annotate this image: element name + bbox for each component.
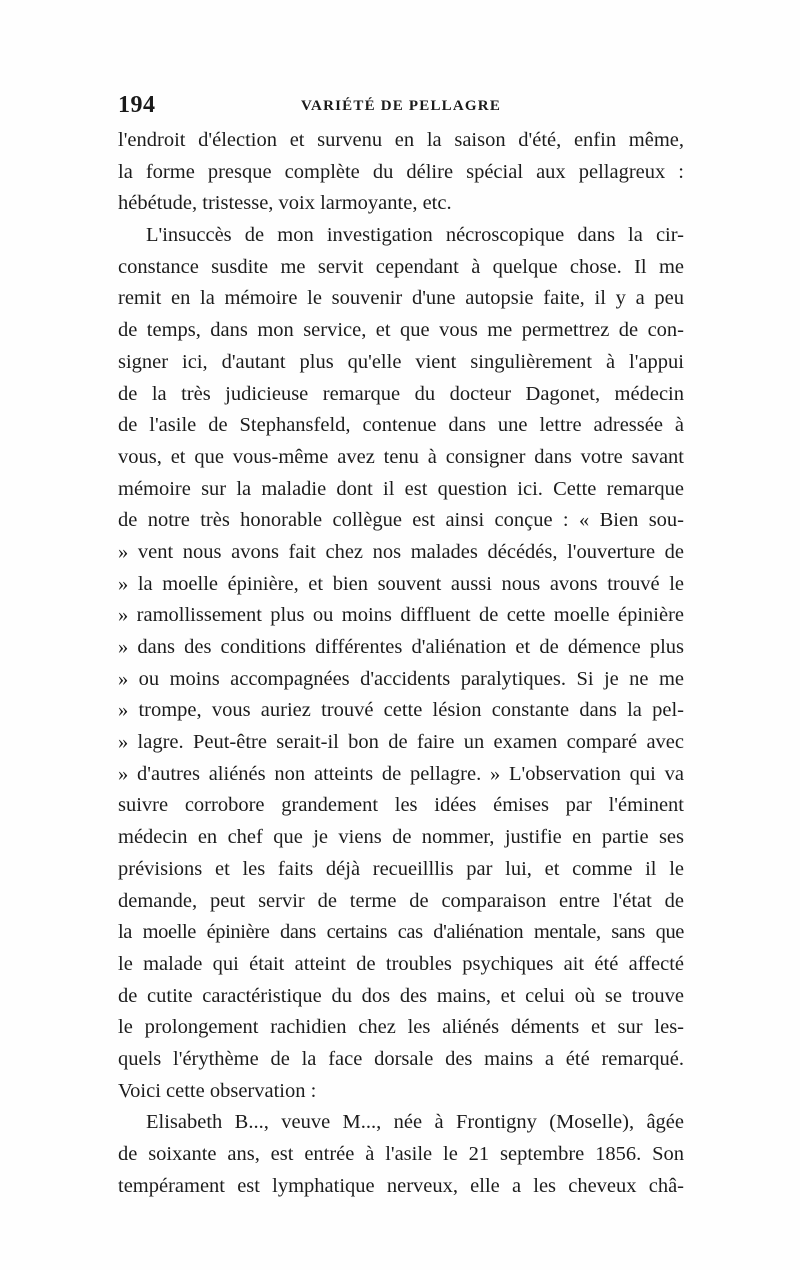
- page-number: 194: [118, 92, 156, 118]
- text-line: la moelle épinière dans certains cas d'aliénation mentale, sans que: [118, 921, 684, 944]
- running-title: VARIÉTÉ DE PELLAGRE: [300, 98, 502, 114]
- text-line: » ramollissement plus ou moins diffluent de cette moelle épinière: [118, 604, 684, 627]
- text-line: » dans des conditions différentes d'aliénation et de démence plus: [118, 636, 684, 658]
- text-line: le prolongement rachidien chez les aliénés déments et sur les-: [118, 1016, 684, 1039]
- text-line: le malade qui était atteint de troubles psychiques ait été affecté: [118, 952, 684, 975]
- text-line: Voici cette observation :: [118, 1079, 317, 1102]
- text-line: » vent nous avons fait chez nos malades décédés, l'ouverture de: [118, 540, 684, 563]
- text-line: de soixante ans, est entrée à l'asile le 21 septembre 1856. Son: [118, 1143, 684, 1165]
- text-line: signer ici, d'autant plus qu'elle vient singulièrement à l'appui: [118, 350, 684, 373]
- text-line: » trompe, vous auriez trouvé cette lésion constante dans la pel-: [118, 699, 684, 722]
- text-line: vous, et que vous-même avez tenu à consigner dans votre savant: [118, 445, 684, 468]
- text-line: » lagre. Peut-être serait-il bon de faire un examen comparé avec: [118, 731, 684, 754]
- text-line: la forme presque complète du délire spécial aux pellagreux :: [118, 160, 684, 183]
- text-line: » ou moins accompagnées d'accidents paralytiques. Si je ne me: [118, 667, 684, 690]
- text-line: suivre corrobore grandement les idées émises par l'éminent: [118, 794, 684, 817]
- text-line: » la moelle épinière, et bien souvent aussi nous avons trouvé le: [118, 572, 684, 595]
- text-line: remit en la mémoire le souvenir d'une autopsie faite, il y a peu: [118, 287, 684, 310]
- text-line: hébétude, tristesse, voix larmoyante, etc.: [118, 192, 452, 215]
- text-line: demande, peut servir de terme de comparaison entre l'état de: [118, 889, 684, 912]
- text-line: de cutite caractéristique du dos des mains, et celui où se trouve: [118, 984, 684, 1007]
- body-text: [118, 125, 684, 1202]
- text-line: de l'asile de Stephansfeld, contenue dans une lettre adressée à: [118, 414, 684, 437]
- page-header: [118, 92, 684, 122]
- text-line: tempérament est lymphatique nerveux, elle a les cheveux châ-: [118, 1174, 684, 1197]
- text-line: de notre très honorable collègue est ainsi conçue : « Bien sou-: [118, 509, 684, 532]
- text-line: médecin en chef que je viens de nommer, justifie en partie ses: [118, 826, 684, 849]
- text-line: prévisions et les faits déjà recueilllis par lui, et comme il le: [118, 857, 684, 880]
- text-line: de temps, dans mon service, et que vous me permettrez de con-: [118, 319, 684, 342]
- text-line: l'endroit d'élection et survenu en la saison d'été, enfin même,: [118, 129, 684, 151]
- text-line: L'insuccès de mon investigation nécroscopique dans la cir-: [146, 224, 684, 247]
- text-line: mémoire sur la maladie dont il est question ici. Cette remarque: [118, 477, 684, 500]
- text-line: » d'autres aliénés non atteints de pellagre. » L'observation qui va: [118, 762, 684, 785]
- text-line: quels l'érythème de la face dorsale des mains a été remarqué.: [118, 1047, 684, 1070]
- text-line: constance susdite me servit cependant à quelque chose. Il me: [118, 255, 684, 278]
- text-line: Elisabeth B..., veuve M..., née à Frontigny (Moselle), âgée: [146, 1111, 684, 1134]
- text-line: de la très judicieuse remarque du docteur Dagonet, médecin: [118, 382, 684, 405]
